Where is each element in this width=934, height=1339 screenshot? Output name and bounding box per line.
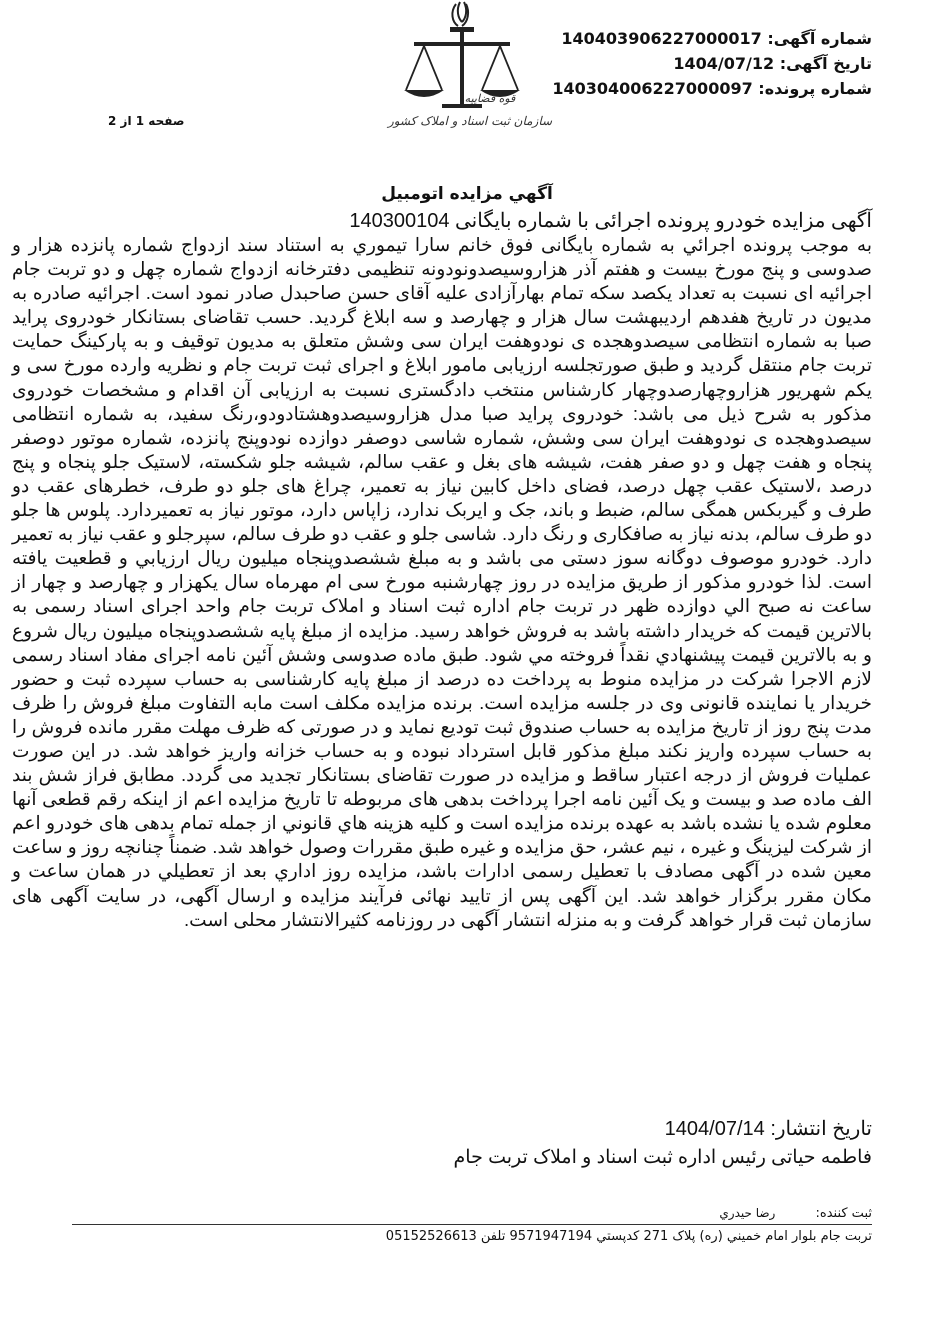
- notice-subtitle: آگهی مزایده خودرو پرونده اجرائی با شماره بایگانی 140300104: [349, 210, 872, 232]
- notice-number: 140403906227000017: [561, 29, 762, 48]
- case-number-label: شماره پرونده:: [758, 79, 872, 98]
- notice-title: آگهي مزايده اتومبيل: [381, 184, 553, 204]
- footer-address: تربت جام بلوار امام خميني (ره) پلاک 271 کدپستي 9571947194 تلفن 05152526613: [385, 1229, 872, 1244]
- notice-date-row: [552, 51, 872, 76]
- registrar-label: ثبت کننده:: [815, 1206, 872, 1221]
- organization-text: سازمان ثبت اسناد و املاک کشور: [387, 114, 553, 128]
- notice-body: [12, 209, 872, 932]
- case-number: 140304006227000097: [552, 79, 753, 98]
- notice-number-row: [552, 26, 872, 51]
- registrar-name: رضا حيدري: [719, 1206, 776, 1220]
- notice-date-label: تاریخ آگهی:: [779, 54, 872, 73]
- notice-date: 1404/07/12: [673, 54, 775, 73]
- publication-date-label: تاریخ انتشار:: [770, 1118, 872, 1140]
- publication-date: 1404/07/14: [664, 1118, 765, 1140]
- case-number-row: [552, 76, 872, 101]
- registrar-row: [719, 1206, 872, 1221]
- page-indicator: صفحه 1 از 2: [108, 114, 185, 128]
- signer-line: فاطمه حیاتی رئیس اداره ثبت اسناد و املاک تربت جام: [453, 1147, 872, 1168]
- notice-body-text: به موجب پرونده اجرائي به شماره بایگانی فوق خانم سارا تیموري به استناد سند ازدواج شماره پانزده هزار و صدوسی و پنج مورخ بیست و هفتم آذر هزاروسیصدونودونه تنظیمی دفترخانه ازدواج شماره چهل و دو تربت جام اجرائیه ای نسبت به تعداد یکصد سکه تمام بهارآزادی علیه آقای حسن صاحبدل صادر نمود است. اجرائیه صادره به مدیون در تاریخ هفدهم اردیبهشت سال هزار و چهارصد و سه ابلاغ گردید. حسب تقاضای بستانکار خودروی پراید صبا به شماره انتظامی سیصدوهجده ی نودوهفت ایران سی وشش متعلق به مدیون توقیف و به پارکینگ حمایت تربت جام منتقل گردید و طبق صورتجلسه ارزیابی مامور ابلاغ و اجرای ثبت تربت جام و نظریه وارده مورخ سی و یکم شهریور هزاروچهارصدوچهار کارشناس منتخب دادگستری نسبت به ارزیابی آن اقدام و مشخصات خودروی مذکور به شرح ذیل می باشد: خودروی پراید صبا مدل هزاروسیصدوهشتادودو،رنگ سفید، به شماره انتظامی سیصدوهجده ی نودوهفت ایران سی وشش، شماره شاسی دوصفر دوازده نودوپنج پانزده، شماره موتور دوصفر پنجاه و هفت چهل و دو صفر هفت، شیشه های بغل و عقب سالم، شیشه جلو شکسته، لاستیک جلو پنجاه و پنج درصد ،لاستیک عقب چهل درصد، فضای داخل کابین نیاز به تعمیر، چراغ های جلو دو طرف، خطرهای عقب دو طرف و گیربکس همگی سالم، ضبط و باند، جک و ایربک ندارد، زاپاس دارد، موتور نیاز به تعمیردارد. پلوس ها جلو دو طرف سالم، بدنه نیاز به صافکاری و رنگ دارد. شاسی جلو و عقب دو طرف سالم، سپرجلو و عقب نیاز به تعمیر دارد. خودرو موصوف دوگانه سوز دستی می باشد و به مبلغ ششصدوپنجاه میلیون ریال ارزيابي و قطعیت یافته است. لذا خودرو مذکور از طریق مزایده در روز چهارشنبه مورخ سی ام مهرماه سال یکهزار و چهارصد و چهار از ساعت نه صبح الي دوازده ظهر در تربت جام اداره ثبت اسناد و املاک تربت جام واحد اجرای اسناد رسمی به بالاترين قيمت که خريدار داشته باشد به فروش خواهد رسید. مزایده از مبلغ پایه ششصدوپنجاه میلیون ريال شروع و به بالاترين قيمت پيشنهادي نقداً فروخته مي شود. طبق ماده صدوسی وشش آئین نامه اجرای مفاد اسناد رسمی لازم الاجرا شرکت در مزایده منوط به پرداخت ده درصد از مبلغ پایه کارشناسی به حساب سپرده ثبت و حضور خریدار یا نماینده قانونی وی در جلسه مزایده است. برنده مزایده مکلف است مابه التفاوت مبلغ فروش را ظرف مدت پنج روز از تاریخ مزایده به حساب صندوق ثبت تودیع نماید و در صورتی که ظرف مهلت مقرر مانده فروش را به حساب سپرده واریز نکند مبلغ مذکور قابل استرداد نبوده و به حساب خزانه واریز خواهد شد. در این صورت عملیات فروش از درجه اعتبار ساقط و مزایده در صورت تقاضای بستانکار تجدید می گردد. مطابق فراز شش بند الف ماده صد و بیست و یک آئین نامه اجرا پرداخت بدهی های مربوطه تا تاریخ مزایده اعم از اینکه رقم قطعی آنها معلوم شده یا نشده باشد به عهده برنده مزایده است و کلیه هزینه هاي قانوني از جمله تمام بدهی های خودرو اعم از شرکت لیزینگ و غیره ، نیم عشر، حق مزایده و غیره طبق مقررات وصول خواهد شد. ضمناً چنانچه روز و ساعت معین شده در آگهی مصادف با تعطیل رسمی ادارات باشد، مزايده روز اداري بعد از تعطيلي در همان ساعت و مکان مقرر برگزار خواهد شد. این آگهی پس از تایید نهائی فرآیند مزایده و ارسال آگهی، در سایت آگهی های سازمان ثبت قرار خواهد گرفت و به منزله انتشار آگهی در روزنامه کثیرالانتشار محلی است.: [12, 234, 872, 930]
- notice-number-label: شماره آگهی:: [767, 29, 872, 48]
- publication-date-row: [665, 1116, 872, 1141]
- notice-meta: [552, 26, 872, 101]
- judiciary-text: قوه قضاییه: [464, 92, 516, 105]
- footer-divider: [72, 1224, 872, 1225]
- judiciary-emblem: [370, 0, 570, 150]
